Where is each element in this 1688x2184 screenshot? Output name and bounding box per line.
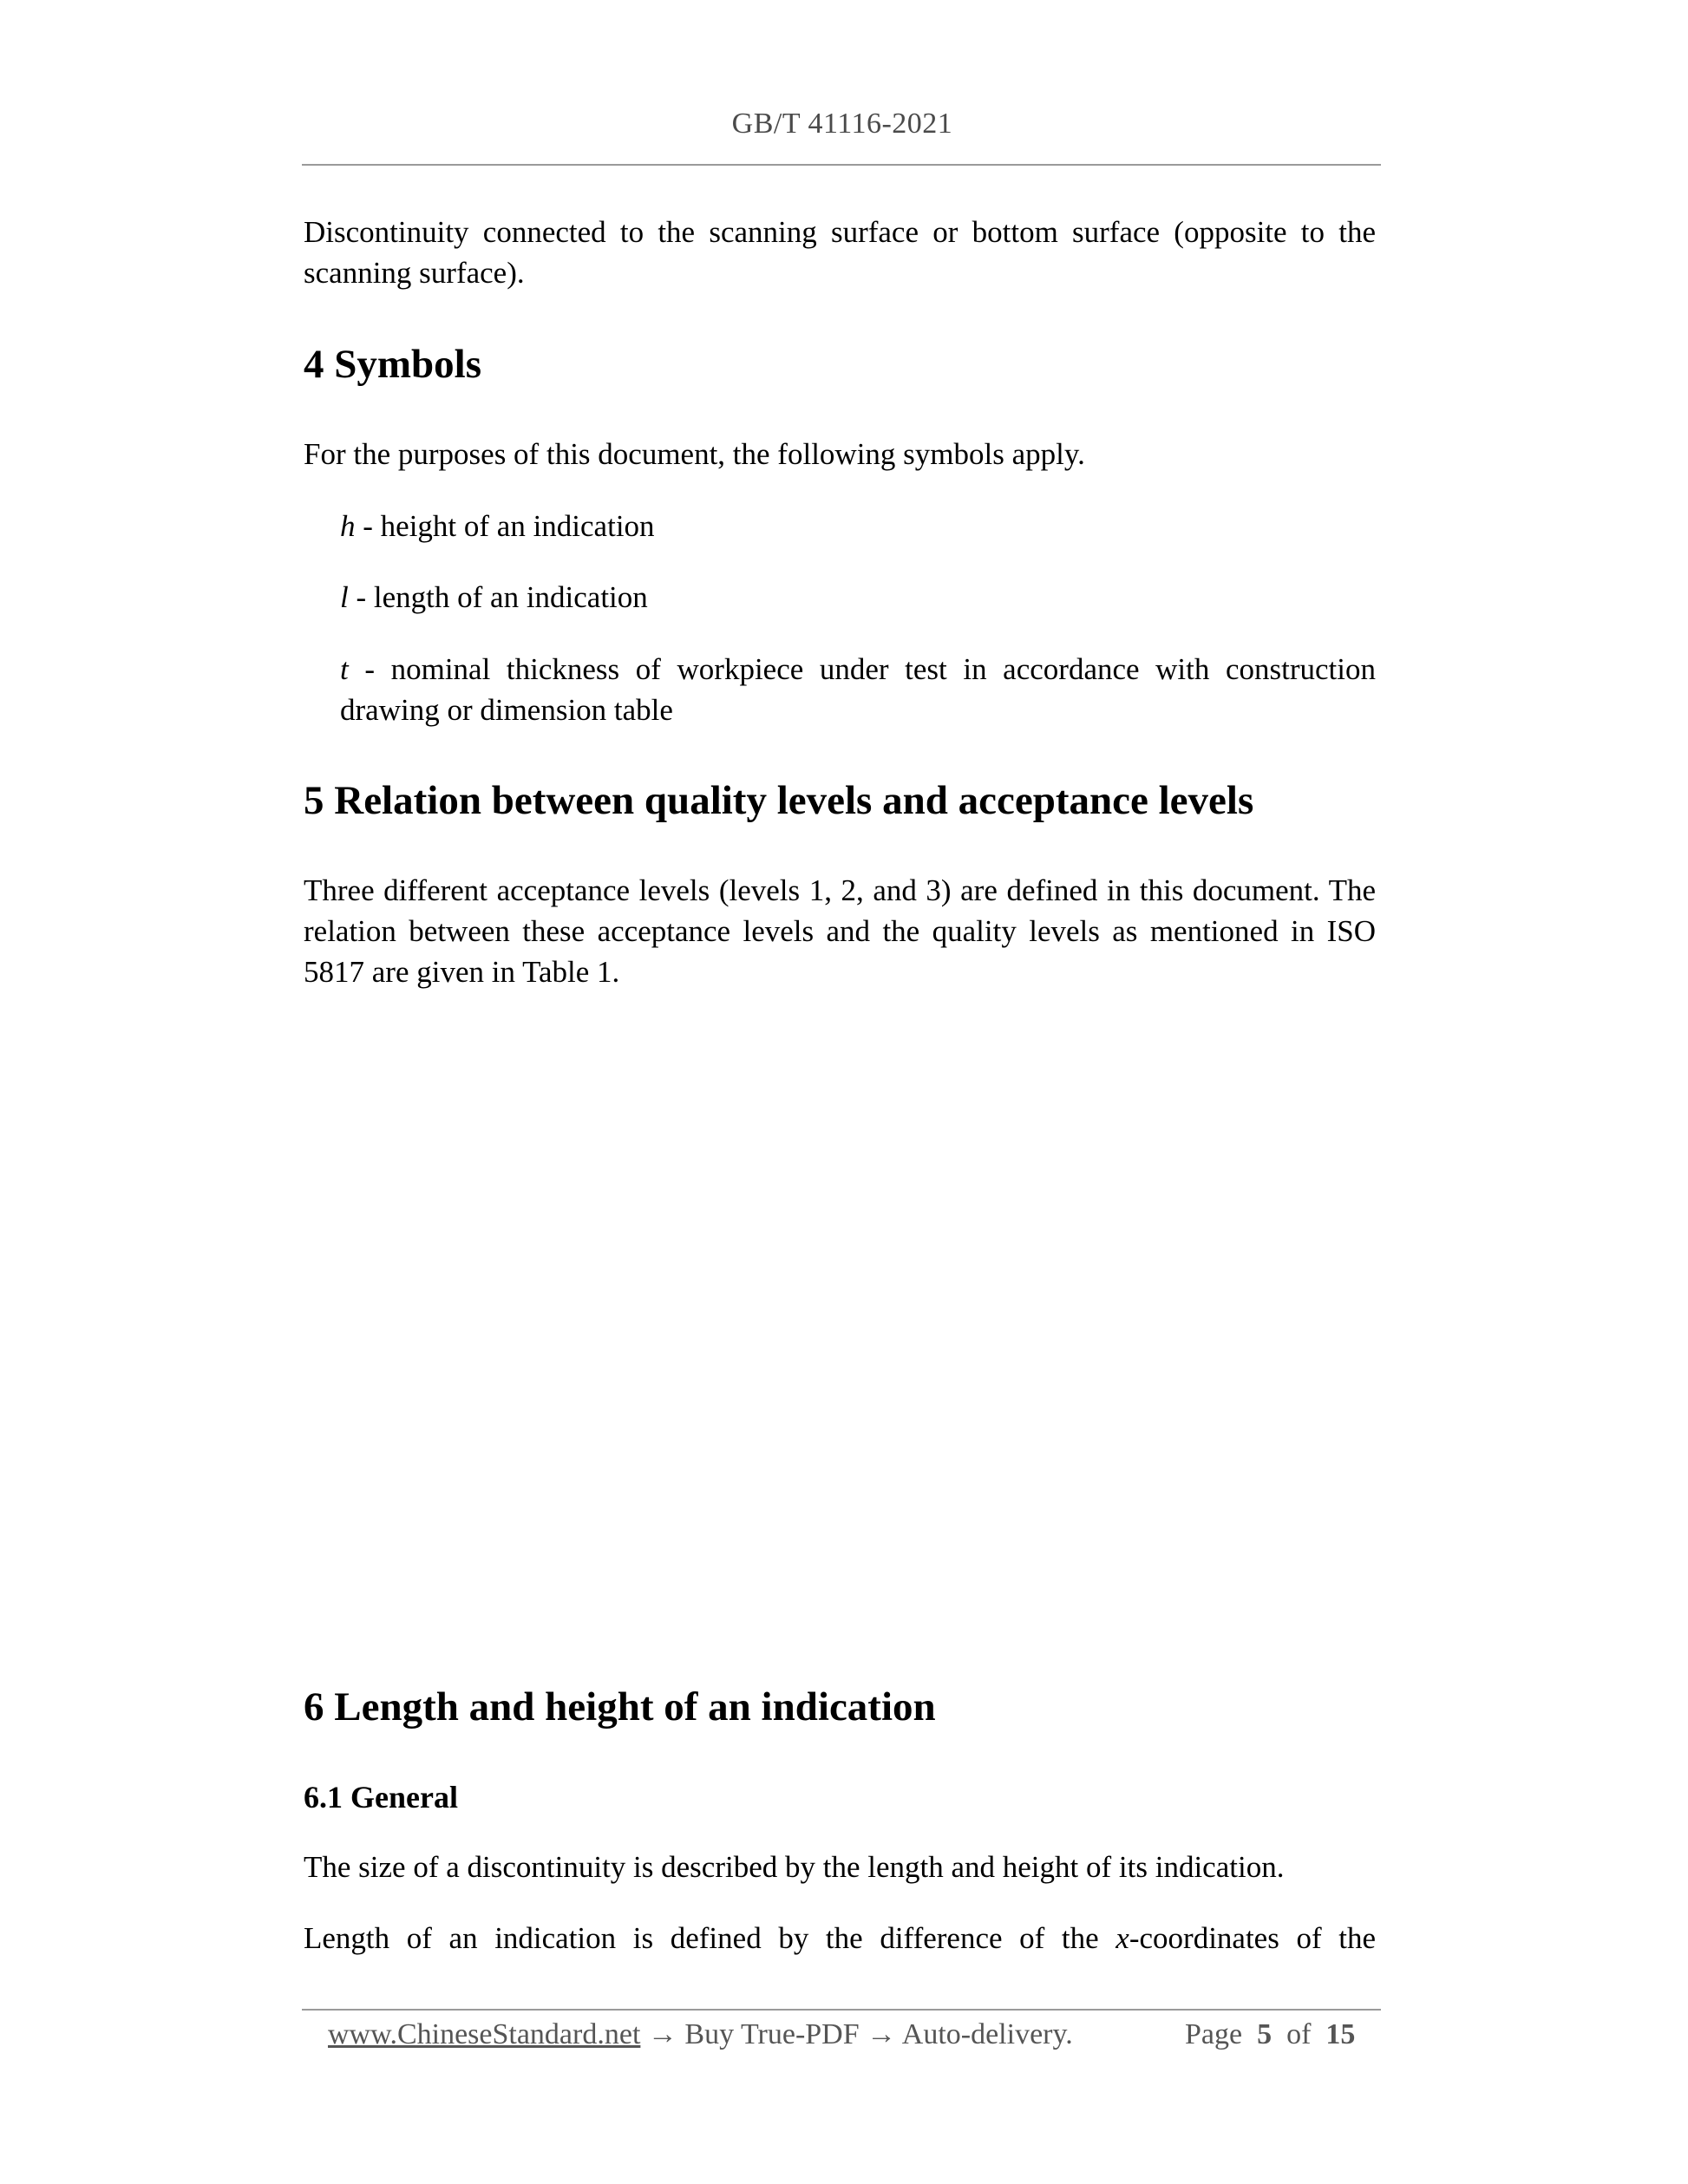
symbol-t: t [340, 652, 349, 686]
website-link[interactable]: www.ChineseStandard.net [328, 2018, 641, 2050]
section-6-1-paragraph-2 [304, 1918, 1376, 1958]
of-label: of [1286, 2018, 1312, 2050]
symbol-h-description: - height of an indication [355, 509, 655, 543]
symbol-t-description: - nominal thickness of workpiece under test in accordance with construction drawing or dimension table [340, 652, 1376, 727]
auto-delivery-text: Auto-delivery. [901, 2018, 1073, 2050]
section-5-heading: 5 Relation between quality levels and acceptance levels [304, 778, 1254, 823]
paragraph-2-text-start: Length of an indication is defined by the difference of the [304, 1921, 1116, 1955]
running-header: GB/T 41116-2021 [731, 108, 953, 140]
current-page-number: 5 [1257, 2018, 1273, 2050]
footer-rule [302, 2009, 1381, 2011]
symbol-h-entry [340, 506, 1376, 546]
section-4-intro: For the purposes of this document, the following symbols apply. [304, 437, 1085, 471]
symbol-t-entry [340, 649, 1376, 730]
total-pages-number: 15 [1325, 2018, 1356, 2050]
arrow-right-icon: → [640, 2018, 685, 2050]
section-4-heading: 4 Symbols [304, 342, 482, 387]
x-coordinate-symbol: x [1116, 1921, 1129, 1955]
page-label: Page [1185, 2018, 1243, 2050]
arrow-right-icon: → [859, 2018, 902, 2050]
section-5-paragraph: Three different acceptance levels (levels 1, 2, and 3) are defined in this document. The relation between these acceptance levels and the quality levels as mentioned in ISO 5817 are given in Table 1. [304, 873, 1376, 989]
symbol-h: h [340, 509, 356, 543]
continuation-paragraph: Discontinuity connected to the scanning surface or bottom surface (opposite to the scanning surface). [304, 215, 1376, 290]
symbol-l-entry [340, 577, 1376, 618]
section-6-heading: 6 Length and height of an indication [304, 1684, 936, 1730]
page-footer [328, 2012, 1369, 2057]
header-rule [302, 164, 1381, 166]
page-counter [1185, 2012, 1355, 2057]
section-6-1-paragraph-1: The size of a discontinuity is described by the length and height of its indication. [304, 1850, 1285, 1884]
paragraph-2-text-end: -coordinates of the [1129, 1921, 1376, 1955]
symbol-l-description: - length of an indication [348, 580, 648, 614]
section-6-1-heading: 6.1 General [304, 1780, 458, 1815]
symbol-l: l [340, 580, 349, 614]
footer-promo [328, 2012, 1073, 2057]
buy-pdf-text: Buy True-PDF [684, 2018, 860, 2050]
